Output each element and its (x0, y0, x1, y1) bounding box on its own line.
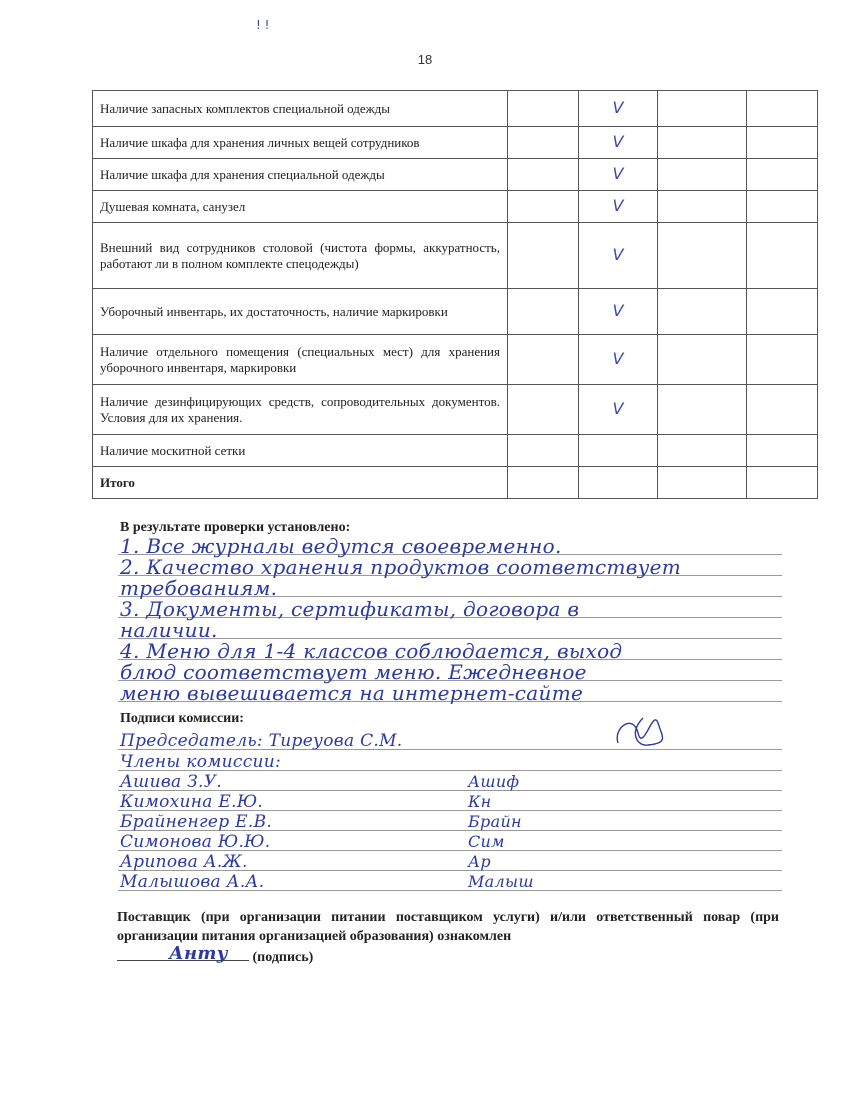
empty-cell (508, 127, 579, 159)
criterion-cell: Наличие москитной сетки (93, 435, 508, 467)
member-line (118, 871, 782, 891)
results-heading: В результате проверки установлено: (120, 520, 351, 535)
empty-cell (747, 385, 818, 435)
supplier-text: Поставщик (при организации питании поставщиком услуги) и/или ответственный повар (при организации питания организацией образования) ознакомлен (117, 910, 779, 944)
check-mark: V (612, 98, 624, 117)
table-row (93, 127, 818, 159)
criterion-cell: Наличие запасных комплектов специальной одежды (93, 91, 508, 127)
empty-cell (658, 191, 747, 223)
table-row (93, 191, 818, 223)
mark-cell (579, 91, 658, 127)
member-line (118, 811, 782, 831)
empty-cell (747, 127, 818, 159)
result-line (118, 639, 782, 663)
criterion-cell: Уборочный инвентарь, их достаточность, наличие маркировки (93, 289, 508, 335)
empty-cell (658, 385, 747, 435)
empty-cell (508, 191, 579, 223)
page-number: 18 (417, 52, 433, 67)
empty-cell (508, 467, 579, 499)
empty-cell (508, 385, 579, 435)
check-mark: V (612, 399, 624, 418)
criterion-cell: Душевая комната, санузел (93, 191, 508, 223)
supplier-signature: Анту (169, 943, 228, 964)
empty-cell (747, 159, 818, 191)
chair-signature-text: Председатель: Тиреуова С.М. (120, 731, 403, 751)
mark-cell (579, 127, 658, 159)
result-line (118, 618, 782, 642)
result-line (118, 660, 782, 684)
member-signature: Брайн (468, 812, 522, 831)
member-name: Брайненгер Е.В. (120, 812, 273, 832)
results-handwritten-block (118, 534, 782, 705)
result-line (118, 597, 782, 621)
mark-cell (579, 435, 658, 467)
table-row (93, 335, 818, 385)
empty-cell (508, 223, 579, 289)
empty-cell (747, 467, 818, 499)
empty-cell (658, 289, 747, 335)
criterion-cell: Внешний вид сотрудников столовой (чистота формы, аккуратность, работают ли в полном комплекте спецодежды) (93, 223, 508, 289)
members-label-line (118, 750, 782, 771)
member-signature: Ашиф (468, 772, 520, 791)
member-signature: Кн (468, 792, 492, 811)
result-line-text: блюд соответствует меню. Ежедневное (120, 660, 587, 684)
chair-line (118, 729, 782, 750)
member-line (118, 771, 782, 791)
member-signature: Малыш (468, 872, 534, 891)
empty-cell (747, 223, 818, 289)
empty-cell (508, 335, 579, 385)
empty-cell (658, 223, 747, 289)
result-line-text: 3. Документы, сертификаты, договора в (120, 597, 580, 621)
signature-caption: (подпись) (252, 950, 314, 965)
signatures-heading: Подписи комиссии: (120, 711, 244, 726)
check-mark: V (612, 132, 624, 151)
supplier-signature-line (117, 943, 249, 964)
empty-cell (747, 289, 818, 335)
table-row (93, 91, 818, 127)
total-row (93, 467, 818, 499)
check-mark: V (612, 196, 624, 215)
mark-cell (579, 385, 658, 435)
result-line (118, 681, 782, 705)
empty-cell (508, 91, 579, 127)
total-label: Итого (93, 467, 508, 499)
empty-cell (747, 91, 818, 127)
member-name: Симонова Ю.Ю. (120, 832, 271, 852)
result-line-text: 4. Меню для 1-4 классов соблюдается, выход (120, 639, 623, 663)
members-label: Члены комиссии: (120, 752, 282, 772)
mark-cell (579, 191, 658, 223)
empty-cell (508, 435, 579, 467)
check-mark: V (612, 164, 624, 183)
empty-cell (658, 159, 747, 191)
mark-cell (579, 223, 658, 289)
member-name: Малышова А.А. (120, 872, 265, 892)
table-row (93, 385, 818, 435)
corner-mark: ! ! (256, 18, 270, 32)
mark-cell (579, 289, 658, 335)
result-line-text: 2. Качество хранения продуктов соответствует (120, 555, 682, 579)
empty-cell (658, 127, 747, 159)
chair-signature-scribble (608, 703, 678, 753)
member-signature: Ар (468, 852, 491, 871)
result-line (118, 555, 782, 579)
supplier-statement (117, 908, 779, 967)
empty-cell (747, 335, 818, 385)
result-line-text: меню вывешивается на интернет-сайте (120, 681, 584, 705)
empty-cell (747, 435, 818, 467)
signatures-block (118, 729, 782, 891)
criterion-cell: Наличие отдельного помещения (специальных мест) для хранения уборочного инвентаря, маркировки (93, 335, 508, 385)
result-line (118, 534, 782, 558)
check-mark: V (612, 301, 624, 320)
criterion-cell: Наличие шкафа для хранения специальной одежды (93, 159, 508, 191)
empty-cell (579, 467, 658, 499)
check-mark: V (612, 245, 624, 264)
result-line-text: требованиям. (120, 576, 278, 600)
empty-cell (658, 467, 747, 499)
member-name: Арипова А.Ж. (120, 852, 248, 872)
table-row (93, 159, 818, 191)
member-line (118, 831, 782, 851)
checklist-table (92, 90, 818, 499)
member-signature: Сим (468, 832, 505, 851)
table-row (93, 223, 818, 289)
empty-cell (658, 335, 747, 385)
result-line (118, 576, 782, 600)
table-row (93, 435, 818, 467)
empty-cell (747, 191, 818, 223)
member-name: Кимохина Е.Ю. (120, 792, 264, 812)
result-line-text: наличии. (120, 618, 218, 642)
result-line-text: 1. Все журналы ведутся своевременно. (120, 534, 562, 558)
criterion-cell: Наличие дезинфицирующих средств, сопроводительных документов. Условия для их хранения. (93, 385, 508, 435)
empty-cell (508, 159, 579, 191)
mark-cell (579, 335, 658, 385)
empty-cell (658, 91, 747, 127)
member-line (118, 851, 782, 871)
mark-cell (579, 159, 658, 191)
criterion-cell: Наличие шкафа для хранения личных вещей сотрудников (93, 127, 508, 159)
table-row (93, 289, 818, 335)
empty-cell (658, 435, 747, 467)
member-line (118, 791, 782, 811)
empty-cell (508, 289, 579, 335)
member-name: Ашива З.У. (120, 772, 223, 792)
check-mark: V (612, 349, 624, 368)
